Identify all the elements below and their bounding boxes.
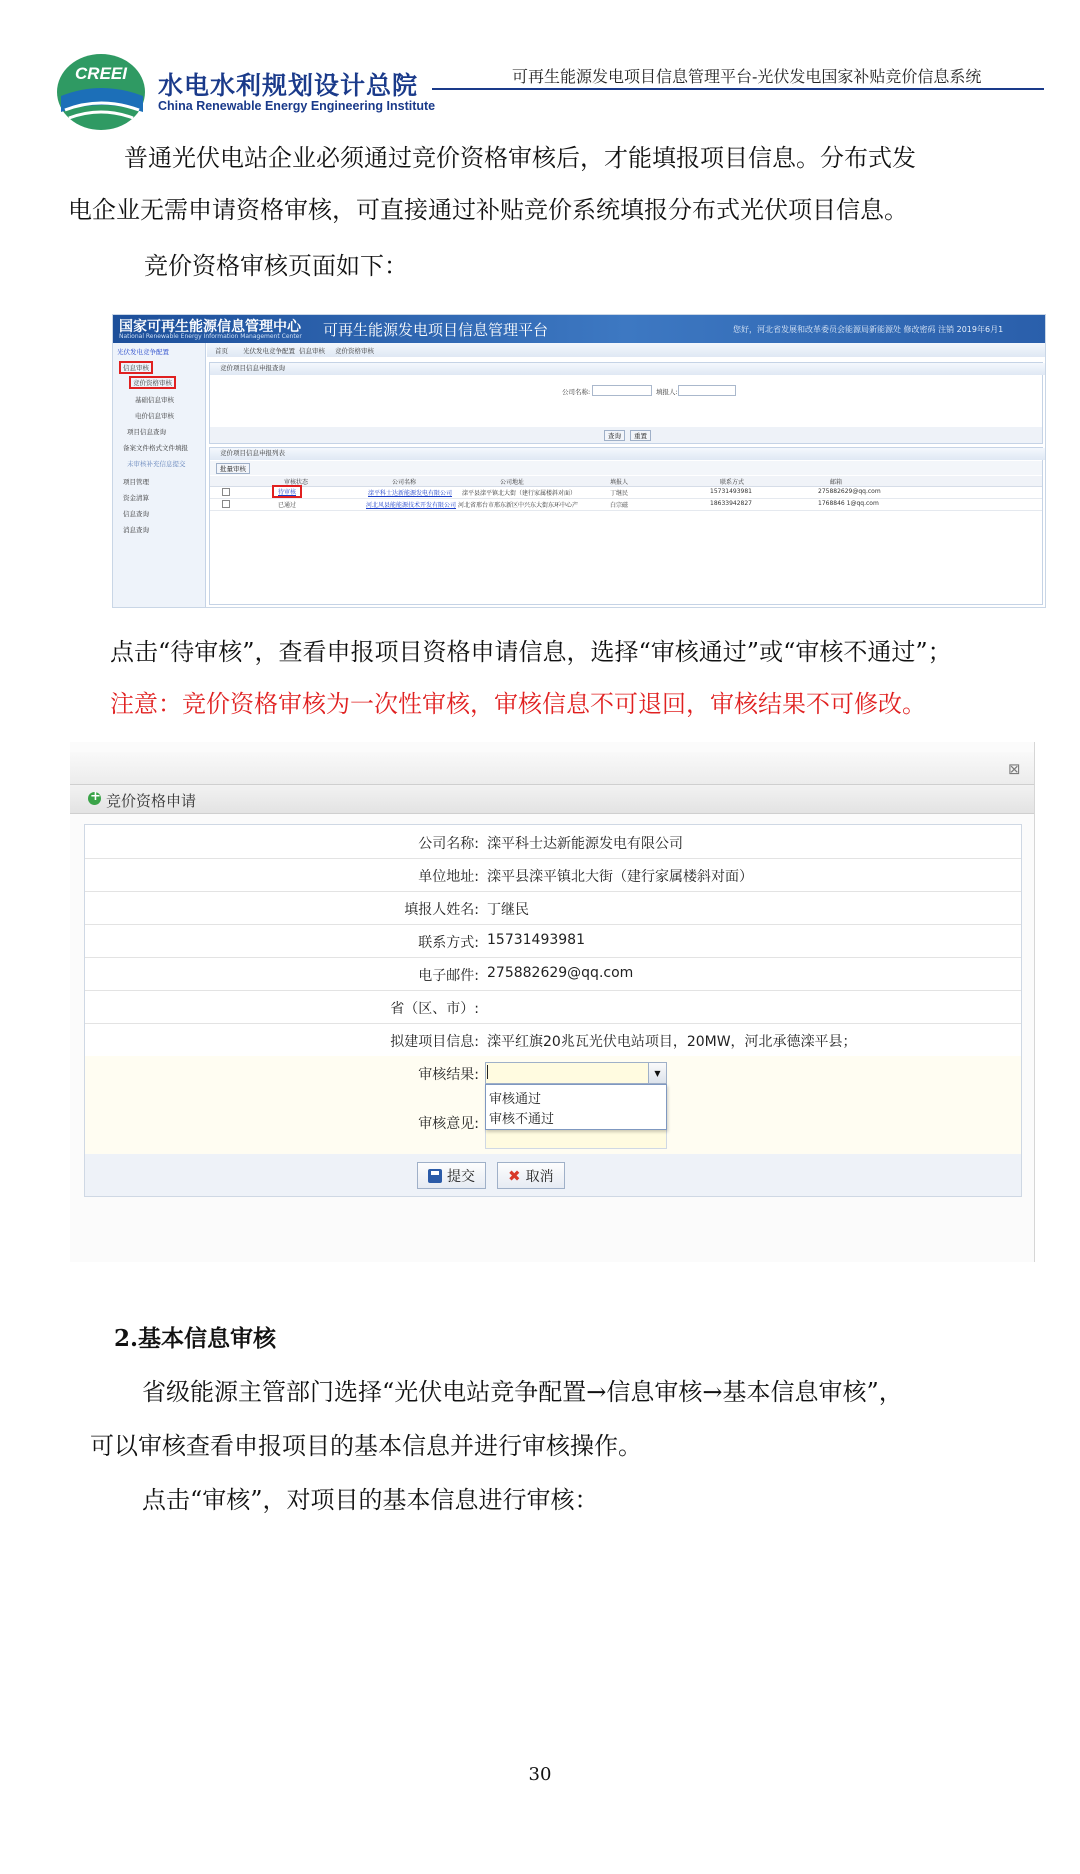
list-panel xyxy=(209,447,1043,605)
batch-audit-button[interactable]: 批量审核 xyxy=(216,463,250,474)
cancel-icon: ✖ xyxy=(508,1166,521,1185)
row-email: 275882629@qq.com xyxy=(818,488,881,495)
audit-opinion-label: 审核意见: xyxy=(418,1116,479,1132)
submit-button[interactable] xyxy=(417,1162,486,1189)
row-checkbox[interactable] xyxy=(222,500,230,508)
sidebar-item-info-audit[interactable]: 信息审核 xyxy=(119,361,153,374)
company-name-label: 公司名称: xyxy=(418,836,479,852)
section-heading: 2.基本信息审核 xyxy=(114,1325,277,1352)
email-label: 电子邮件: xyxy=(418,968,479,984)
application-form xyxy=(84,824,1022,1156)
dialog-button-bar xyxy=(84,1154,1022,1197)
attention-note: 注意：竞价资格审核为一次性审核，审核信息不可退回，审核结果不可修改。 xyxy=(110,690,926,718)
project-info-value: 滦平红旗20兆瓦光伏电站项目，20MW，河北承德滦平县； xyxy=(487,1034,857,1050)
dialog-titlebar xyxy=(70,752,1034,785)
page-number: 30 xyxy=(528,1764,552,1785)
company-input[interactable] xyxy=(592,385,652,396)
list-toolbar xyxy=(210,461,1042,475)
row-company[interactable]: 河北风县能能源技术开发有限公司 xyxy=(366,502,457,509)
sidebar-item-basic-audit[interactable]: 基础信息审核 xyxy=(135,396,174,404)
form-row-company xyxy=(85,825,1021,859)
save-icon xyxy=(428,1169,442,1183)
chevron-down-icon[interactable]: ▼ xyxy=(648,1063,666,1083)
sidebar-item-project-query[interactable]: 项目信息查询 xyxy=(127,428,166,436)
row-contact: 15731493981 xyxy=(710,488,752,495)
reset-button[interactable]: 重置 xyxy=(630,430,651,441)
paragraph-5: 点击“审核”，对项目的基本信息进行审核： xyxy=(142,1486,599,1514)
col-address: 公司地址 xyxy=(500,479,525,486)
filler-input[interactable] xyxy=(678,385,736,396)
sidebar-item-price-audit[interactable]: 电价信息审核 xyxy=(135,412,174,420)
creei-logo xyxy=(55,52,147,132)
table-row[interactable] xyxy=(210,487,1042,499)
row-address: 河北省邢台市邢东新区中兴东大街东环中心产 xyxy=(458,502,579,509)
sidebar-item-info-query[interactable]: 信息查询 xyxy=(123,510,149,518)
logo-text: CREEI xyxy=(75,64,127,83)
header-subtitle: 可再生能源发电项目信息管理平台-光伏发电国家补贴竞价信息系统 xyxy=(512,67,982,86)
form-row-province xyxy=(85,990,1021,1024)
col-filler: 填报人 xyxy=(610,479,629,486)
sidebar-item-qualification-audit[interactable]: 竞价资格审核 xyxy=(129,376,176,389)
contact-value: 15731493981 xyxy=(487,932,585,948)
status-pending-link[interactable]: 待审核 xyxy=(272,485,302,498)
institute-name-en: China Renewable Energy Engineering Institute xyxy=(158,99,436,113)
col-email: 邮箱 xyxy=(830,479,843,486)
banner-center-name: 国家可再生能源信息管理中心 xyxy=(119,319,301,335)
list-panel-title: 竞价项目信息申报列表 xyxy=(210,448,1046,460)
form-row-contact xyxy=(85,924,1021,958)
audit-result-label: 审核结果: xyxy=(418,1067,479,1083)
project-info-label: 拟建项目信息: xyxy=(390,1034,479,1050)
row-company[interactable]: 滦平科士达新能源发电有限公司 xyxy=(368,490,453,497)
company-name-value: 滦平科士达新能源发电有限公司 xyxy=(487,836,683,852)
dialog-header xyxy=(70,785,1034,814)
institute-name-cn: 水电水利规划设计总院 xyxy=(158,71,419,100)
add-icon xyxy=(88,792,101,805)
paragraph-4-line-1: 省级能源主管部门选择“光伏电站竞争配置→信息审核→基本信息审核”， xyxy=(142,1378,903,1406)
sidebar-item-fund-clearing[interactable]: 资金清算 xyxy=(123,494,149,502)
query-button-bar xyxy=(210,427,1042,443)
row-address: 滦平县滦平镇北大街（建行家属楼斜对面） xyxy=(462,490,577,497)
close-icon[interactable]: ⊠ xyxy=(1008,760,1021,778)
row-email: 1768846 1@qq.com xyxy=(818,500,879,507)
banner-user-info: 您好，河北省发展和改革委员会能源局新能源处 修改密码 注销 2019年6月1 xyxy=(733,325,1004,334)
filler-name-value: 丁继民 xyxy=(487,902,529,918)
query-panel xyxy=(209,362,1043,444)
email-value: 275882629@qq.com xyxy=(487,965,634,981)
breadcrumb-info-audit[interactable]: 信息审核 xyxy=(299,347,325,355)
query-panel-title: 竞价项目信息申报查询 xyxy=(210,363,1046,375)
breadcrumb-competition[interactable]: 光伏发电竞争配置 xyxy=(243,347,295,355)
contact-label: 联系方式: xyxy=(418,935,479,951)
text-caret xyxy=(487,1065,488,1079)
header-rule xyxy=(432,88,1044,90)
cancel-label: 取消 xyxy=(525,1168,554,1185)
company-label: 公司名称: xyxy=(562,388,591,396)
sidebar-item-supplement[interactable]: 未审核补充信息提交 xyxy=(127,460,186,468)
status-approved: 已通过 xyxy=(278,502,297,509)
paragraph-1-line-1: 普通光伏电站企业必须通过竞价资格审核后，才能填报项目信息。分布式发 xyxy=(124,144,916,172)
sidebar-item-message-query[interactable]: 消息查询 xyxy=(123,526,149,534)
paragraph-1-line-2: 电企业无需申请资格审核，可直接通过补贴竞价系统填报分布式光伏项目信息。 xyxy=(68,196,908,224)
platform-banner xyxy=(113,315,1045,343)
form-row-address xyxy=(85,858,1021,892)
table-row[interactable] xyxy=(210,499,1042,511)
breadcrumb xyxy=(207,343,1045,357)
breadcrumb-home[interactable]: 首页 xyxy=(215,347,228,355)
sidebar-item-file-fill[interactable]: 备案文件格式文件填报 xyxy=(123,444,188,452)
option-approve[interactable]: 审核通过 xyxy=(489,1092,542,1107)
breadcrumb-qualification-audit[interactable]: 竞价资格审核 xyxy=(335,347,374,355)
col-contact: 联系方式 xyxy=(720,479,745,486)
sidebar-item-competition[interactable]: 光伏发电竞争配置 xyxy=(117,348,169,356)
option-reject[interactable]: 审核不通过 xyxy=(489,1112,555,1127)
paragraph-4-line-2: 可以审核查看申报项目的基本信息并进行审核操作。 xyxy=(90,1432,642,1460)
form-row-email xyxy=(85,957,1021,991)
col-company: 公司名称 xyxy=(392,479,417,486)
row-filler: 丁继民 xyxy=(610,490,629,497)
audit-result-dropdown xyxy=(485,1084,667,1130)
dialog-title: 竞价资格申请 xyxy=(106,792,197,810)
banner-platform-title: 可再生能源发电项目信息管理平台 xyxy=(323,321,549,339)
form-row-filler xyxy=(85,891,1021,925)
row-contact: 18633942827 xyxy=(710,500,752,507)
sidebar xyxy=(113,343,206,607)
paragraph-3: 点击“待审核”，查看申报项目资格申请信息，选择“审核通过”或“审核不通过”； xyxy=(110,638,952,666)
cancel-button[interactable] xyxy=(497,1162,565,1189)
row-checkbox[interactable] xyxy=(222,488,230,496)
filler-name-label: 填报人姓名: xyxy=(404,902,479,918)
address-label: 单位地址: xyxy=(418,869,479,885)
submit-label: 提交 xyxy=(447,1168,475,1185)
banner-center-name-en: National Renewable Energy Information Management Center xyxy=(119,333,302,340)
address-value: 滦平县滦平镇北大街（建行家属楼斜对面） xyxy=(487,869,753,885)
col-status: 审核状态 xyxy=(284,479,309,486)
paragraph-2: 竞价资格审核页面如下： xyxy=(144,252,408,280)
query-button[interactable]: 查询 xyxy=(604,430,625,441)
audit-result-select[interactable] xyxy=(485,1062,667,1084)
sidebar-item-project-manage[interactable]: 项目管理 xyxy=(123,478,149,486)
province-label: 省（区、市）: xyxy=(390,1001,479,1017)
row-filler: 白宗磁 xyxy=(610,502,629,509)
qualification-audit-screenshot xyxy=(112,314,1046,608)
qualification-dialog-screenshot xyxy=(70,742,1035,1262)
form-row-project xyxy=(85,1023,1021,1057)
filler-label: 填报人: xyxy=(656,388,678,396)
table-header xyxy=(210,476,1042,487)
